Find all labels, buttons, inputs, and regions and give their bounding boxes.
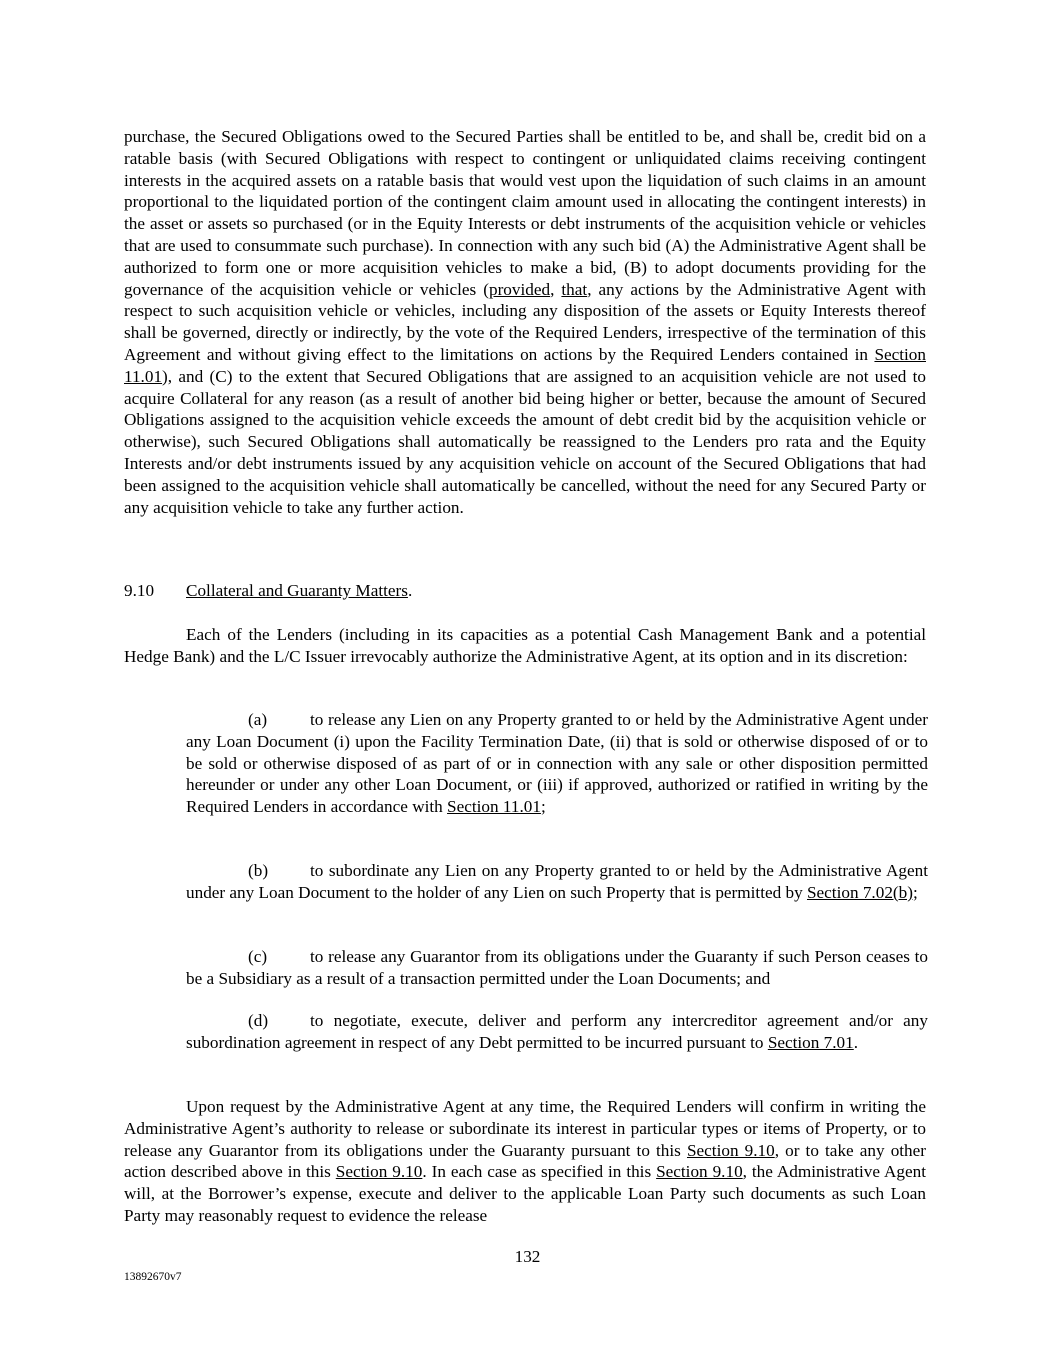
clause-b <box>186 860 928 904</box>
section-9-10-reference: Section 9.10 <box>656 1162 743 1182</box>
clause-d <box>186 1010 928 1054</box>
paragraph-text: Each of the Lenders (including in its capacities as a potential Cash Management Bank and a potential Hedge Bank) and the L/C Issuer irrevocably authorize the Administrative Agent, at its option and in its discretion: <box>124 625 926 666</box>
document-id: 13892670v7 <box>124 1271 182 1283</box>
paragraph-text: , <box>550 279 562 299</box>
clause-text: to release any Guarantor from its obligations under the Guaranty if such Person ceases to be a Subsidiary as a result of a transaction permitted under the Loan Documents; and <box>186 947 928 988</box>
clause-label: (a) <box>248 710 268 729</box>
clause-text: to subordinate any Lien on any Property granted to or held by the Administrative Agent under any Loan Document to the holder of any Lien on such Property that is permitted by <box>186 861 928 902</box>
paragraph-text: . In each case as specified in this <box>422 1162 657 1182</box>
paragraph-text: Upon request by the Administrative Agent at any time, the Required Lenders will confirm in writing the Administrative Agent’s authority to release or subordinate its interest in particular types or items of Property, or to release any Guarantor from its obligations under the Guaranty pursuant to this <box>124 1097 926 1160</box>
section-7-01-reference: Section 7.01 <box>767 1032 854 1052</box>
clause-label: (b) <box>248 861 269 880</box>
section-9-10-reference: Section 9.10 <box>335 1162 423 1182</box>
paragraph-text: , any actions by the Administrative Agent with respect to such acquisition vehicle or vehicles, including any disposition of the assets or Equity Interests thereof shall be governed, directly or indirectly, by the vote of the Required Lenders, irrespective of the termination of this Agreement and without giving effect to the limitations on actions by the Required Lenders contained in <box>124 279 926 364</box>
section-title: Collateral and Guaranty Matters <box>186 581 408 600</box>
clause-c <box>186 946 928 990</box>
section-number: 9.10 <box>124 581 155 600</box>
section-11-01-reference: Section 11.01 <box>447 797 541 817</box>
clause-a <box>186 709 928 818</box>
clause-text: to release any Lien on any Property granted to or held by the Administrative Agent under any Loan Document (i) upon the Facility Termination Date, (ii) that is sold or otherwise disposed of or to be sold or otherwise disposed of as part of or in connection with any sale or other disposition permitted hereunder or under any other Loan Document, or (iii) if approved, authorized or ratified in writing by the Required Lenders in accordance with <box>186 710 928 817</box>
heading-period: . <box>407 581 413 600</box>
clause-text: to negotiate, execute, deliver and perform any intercreditor agreement and/or any subordination agreement in respect of any Debt permitted to be incurred pursuant to <box>186 1011 928 1052</box>
paragraph-text: , or to take any other action described above in this <box>124 1140 927 1182</box>
paragraph-release-confirmation <box>124 1096 926 1227</box>
section-11-01-reference: Section 11.01 <box>124 344 926 386</box>
clause-label: (c) <box>248 947 268 966</box>
clause-end: . <box>853 1032 859 1052</box>
section-7-02b-reference: Section 7.02(b) <box>806 882 913 902</box>
clause-label: (d) <box>248 1011 269 1030</box>
page-number: 132 <box>514 1247 541 1266</box>
paragraph-text: , the Administrative Agent will, at the Borrower’s expense, execute and deliver to the applicable Loan Party such documents as such Loan Party may reasonably request to evidence the release <box>124 1162 926 1225</box>
section-9-10-reference: Section 9.10 <box>686 1140 775 1160</box>
paragraph-text: ), and (C) to the extent that Secured Obligations that are assigned to an acquisition vehicle are not used to acquire Collateral for any reason (as a result of another bid being higher or better, because the amount of Secured Obligations assigned to the acquisition vehicle exceeds the amount of debt credit bid by the acquisition vehicle or otherwise), such Secured Obligations shall automatically be reassigned to the Lenders pro rata and the Equity Interests and/or debt instruments issued by any acquisition vehicle on account of the Secured Obligations that had been assigned to the acquisition vehicle shall automatically be cancelled, without the need for any Secured Party or any acquisition vehicle to take any further action. <box>124 366 926 517</box>
paragraph-credit-bid <box>124 126 926 518</box>
paragraph-authorization <box>124 624 926 668</box>
that-term: that <box>561 279 588 299</box>
provided-term: provided <box>488 279 551 299</box>
paragraph-text: purchase, the Secured Obligations owed to the Secured Parties shall be entitled to be, and shall be, credit bid on a ratable basis (with Secured Obligations with respect to contingent or unliquidated claims receiving contingent interests in the acquired assets on a ratable basis that would vest upon the liquidation of such claims in an amount proportional to the liquidated portion of the contingent claim amount used in allocating the contingent interests) in the asset or assets so purchased (or in the Equity Interests or debt instruments of the acquisition vehicle or vehicles that are used to consummate such purchase). In connection with any such bid (A) the Administrative Agent shall be authorized to form one or more acquisition vehicles to make a bid, (B) to adopt documents providing for the governance of the acquisition vehicle or vehicles ( <box>124 127 926 299</box>
clause-end: ; <box>540 797 546 817</box>
section-heading <box>124 580 412 602</box>
clause-end: ; <box>912 882 918 902</box>
